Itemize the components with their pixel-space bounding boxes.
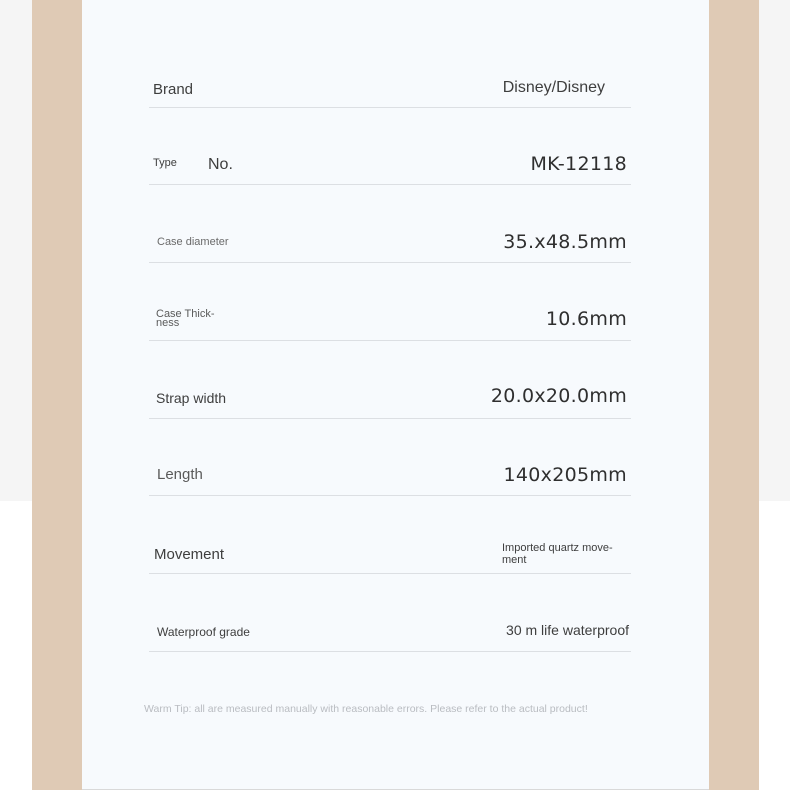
strap-width-value: 20.0x20.0mm [490, 385, 627, 407]
strap-width-label: Strap width [156, 390, 227, 406]
spec-row-type [149, 140, 631, 185]
movement-label: Movement [154, 546, 225, 563]
case-diameter-value: 35.x48.5mm [503, 231, 627, 253]
spec-row-movement [149, 530, 631, 574]
warm-tip-text: Warm Tip: all are measured manually with reasonable errors. Please refer to the actual product! [144, 703, 588, 715]
brand-value: Disney/Disney [502, 79, 605, 96]
spec-row-strap-width [149, 372, 631, 419]
movement-value-line1: Imported quartz move- [502, 542, 613, 554]
spec-row-case-diameter [149, 218, 631, 263]
case-thickness-value: 10.6mm [545, 308, 627, 330]
movement-value [502, 542, 613, 566]
spec-row-length [149, 450, 631, 496]
case-diameter-label: Case diameter [157, 236, 229, 248]
type-value: MK-12118 [530, 153, 627, 175]
type-number-label: No. [208, 156, 233, 173]
spec-row-waterproof [149, 608, 631, 652]
length-label: Length [157, 466, 203, 483]
movement-value-line2: ment [502, 554, 527, 566]
spec-row-brand [149, 66, 631, 108]
brand-label: Brand [153, 81, 194, 98]
case-thickness-label-line2: ness [156, 317, 180, 329]
case-thickness-label [156, 310, 214, 328]
length-value: 140x205mm [503, 464, 627, 486]
waterproof-value: 30 m life waterproof [506, 622, 629, 638]
waterproof-label: Waterproof grade [157, 625, 250, 639]
type-label: Type [153, 157, 177, 169]
spec-row-case-thickness [149, 296, 631, 341]
case-thickness-label-line1: Case Thick- [156, 308, 215, 320]
